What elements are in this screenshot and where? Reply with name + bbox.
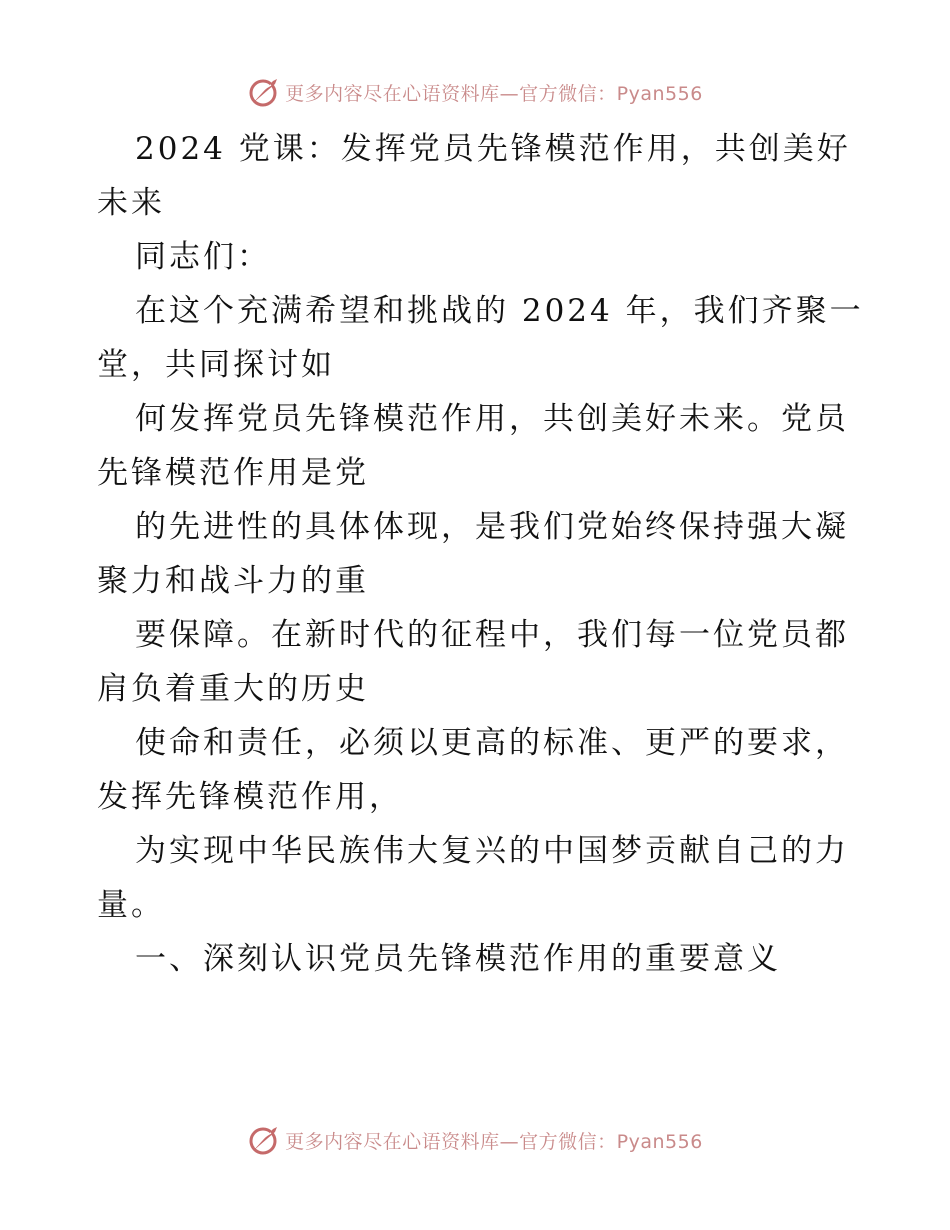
paragraph-line: 先锋模范作用是党 <box>97 455 369 491</box>
paragraph-line: 何发挥党员先锋模范作用，共创美好未来。党员 <box>135 401 849 437</box>
paragraph-line: 的先进性的具体体现，是我们党始终保持强大凝 <box>135 509 849 545</box>
document-title-line-2: 未来 <box>97 185 165 221</box>
document-title-line-1: 2024 党课：发挥党员先锋模范作用，共创美好 <box>135 131 851 167</box>
paragraph-line: 肩负着重大的历史 <box>97 671 369 707</box>
salutation: 同志们： <box>135 239 271 275</box>
quill-circle-logo-icon <box>247 1123 281 1157</box>
document-body <box>97 122 864 986</box>
header-watermark <box>0 72 950 112</box>
paragraph-line: 要保障。在新时代的征程中，我们每一位党员都 <box>135 617 849 653</box>
footer-watermark <box>0 1120 950 1160</box>
paragraph-line: 聚力和战斗力的重 <box>97 563 369 599</box>
watermark-text: 更多内容尽在心语资料库—官方微信：Pyan556 <box>285 82 703 105</box>
paragraph-line: 堂，共同探讨如 <box>97 347 335 383</box>
paragraph-line: 量。 <box>97 887 165 923</box>
watermark-text: 更多内容尽在心语资料库—官方微信：Pyan556 <box>285 1130 703 1153</box>
quill-circle-logo-icon <box>247 75 281 109</box>
paragraph-line: 为实现中华民族伟大复兴的中国梦贡献自己的力 <box>135 833 849 869</box>
section-heading: 一、深刻认识党员先锋模范作用的重要意义 <box>135 941 781 977</box>
paragraph-line: 在这个充满希望和挑战的 2024 年，我们齐聚一 <box>135 293 864 329</box>
paragraph-line: 发挥先锋模范作用， <box>97 779 403 815</box>
paragraph-line: 使命和责任，必须以更高的标准、更严的要求， <box>135 725 849 761</box>
